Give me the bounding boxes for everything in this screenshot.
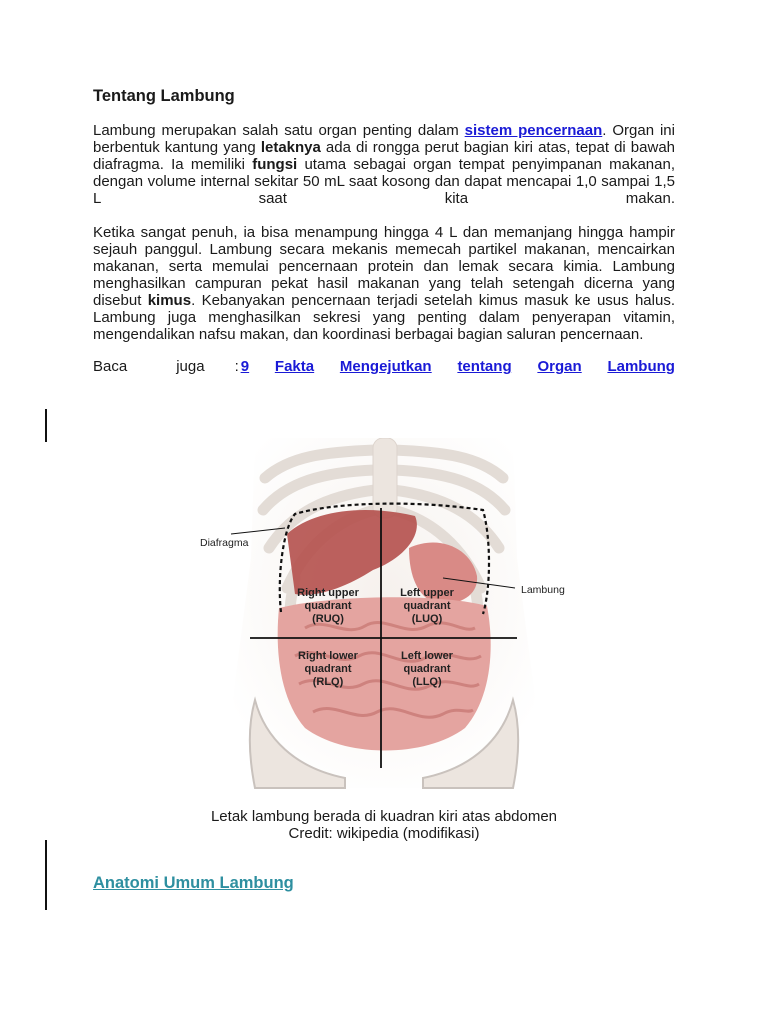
page-title: Tentang Lambung: [93, 87, 235, 105]
sternum: [373, 438, 397, 518]
read-also-link-word: Organ: [537, 358, 582, 375]
text-cursor-marker: [45, 409, 47, 442]
luq-line: quadrant: [403, 600, 451, 612]
ruq-line: quadrant: [304, 600, 352, 612]
read-also-word: juga: [176, 358, 205, 375]
section-heading-link[interactable]: Anatomi Umum Lambung: [93, 874, 294, 892]
read-also-word: Baca: [93, 358, 128, 375]
paragraph-text: utama sebagai organ tempat penyimpanan makanan, dengan volume internal sekitar 50 mL saat kosong dan dapat mencapai 1,0 sampai 1,5 L saat kita makan.: [93, 156, 675, 207]
paragraph-body: [93, 224, 675, 343]
read-also-link-word: Fakta: [274, 358, 315, 375]
read-also-link-word: Mengejutkan: [339, 358, 432, 375]
luq-line: (LUQ): [411, 613, 443, 625]
read-also-line: [93, 358, 675, 375]
ruq-line: (RUQ): [312, 613, 344, 625]
llq-line: quadrant: [403, 663, 451, 675]
diafragma-label: Diafragma: [200, 537, 249, 549]
bold-term-letaknya: letaknya: [260, 139, 321, 156]
bold-term-fungsi: fungsi: [252, 156, 298, 173]
read-also-link-word: 9: [240, 358, 250, 375]
read-also-link[interactable]: [241, 358, 675, 375]
read-also-colon: :: [234, 358, 239, 375]
sistem-pencernaan-link[interactable]: sistem pencernaan: [464, 122, 603, 139]
rlq-line: Right lower: [298, 650, 358, 662]
lambung-label: Lambung: [521, 584, 565, 596]
abdomen-quadrant-figure: [195, 438, 573, 798]
paragraph-intro: [93, 122, 675, 207]
rlq-line: (RLQ): [312, 676, 344, 688]
bold-term-kimus: kimus: [147, 292, 192, 309]
llq-line: Left lower: [401, 650, 453, 662]
paragraph-text: . Organ ini berbentuk kantung yang: [93, 122, 675, 156]
figure-credit: Credit: wikipedia (modifikasi): [288, 825, 480, 842]
figure-caption: Letak lambung berada di kuadran kiri atas abdomen: [210, 808, 558, 825]
paragraph-text: Ketika sangat penuh, ia bisa menampung hingga 4 L dan memanjang hingga hampir sejauh panggul. Lambung secara mekanis memecah partikel makanan, mencairkan makanan, serta memulai pencernaan protein dan lemak secara kimia. Lambung menghasilkan campuran pekat hasil makanan yang telah setengah dicerna yang disebut: [93, 224, 675, 309]
read-also-link-word: Lambung: [607, 358, 675, 375]
text-cursor-marker: [45, 840, 47, 910]
paragraph-text: . Kebanyakan pencernaan terjadi setelah kimus masuk ke usus halus. Lambung juga menghasilkan sekresi yang penting dalam penyerapan vitamin, mengendalikan nafsu makan, dan koordinasi berbagai bagian saluran pencernaan.: [93, 292, 675, 343]
rlq-line: quadrant: [304, 663, 352, 675]
llq-line: (LLQ): [412, 676, 442, 688]
ruq-line: Right upper: [297, 587, 359, 599]
paragraph-text: ada di rongga perut bagian kiri atas, tepat di bawah diafragma. Ia memiliki: [93, 139, 676, 173]
paragraph-text: Lambung merupakan salah satu organ penting dalam: [93, 122, 465, 139]
luq-line: Left upper: [400, 587, 454, 599]
read-also-link-word: tentang: [457, 358, 512, 375]
